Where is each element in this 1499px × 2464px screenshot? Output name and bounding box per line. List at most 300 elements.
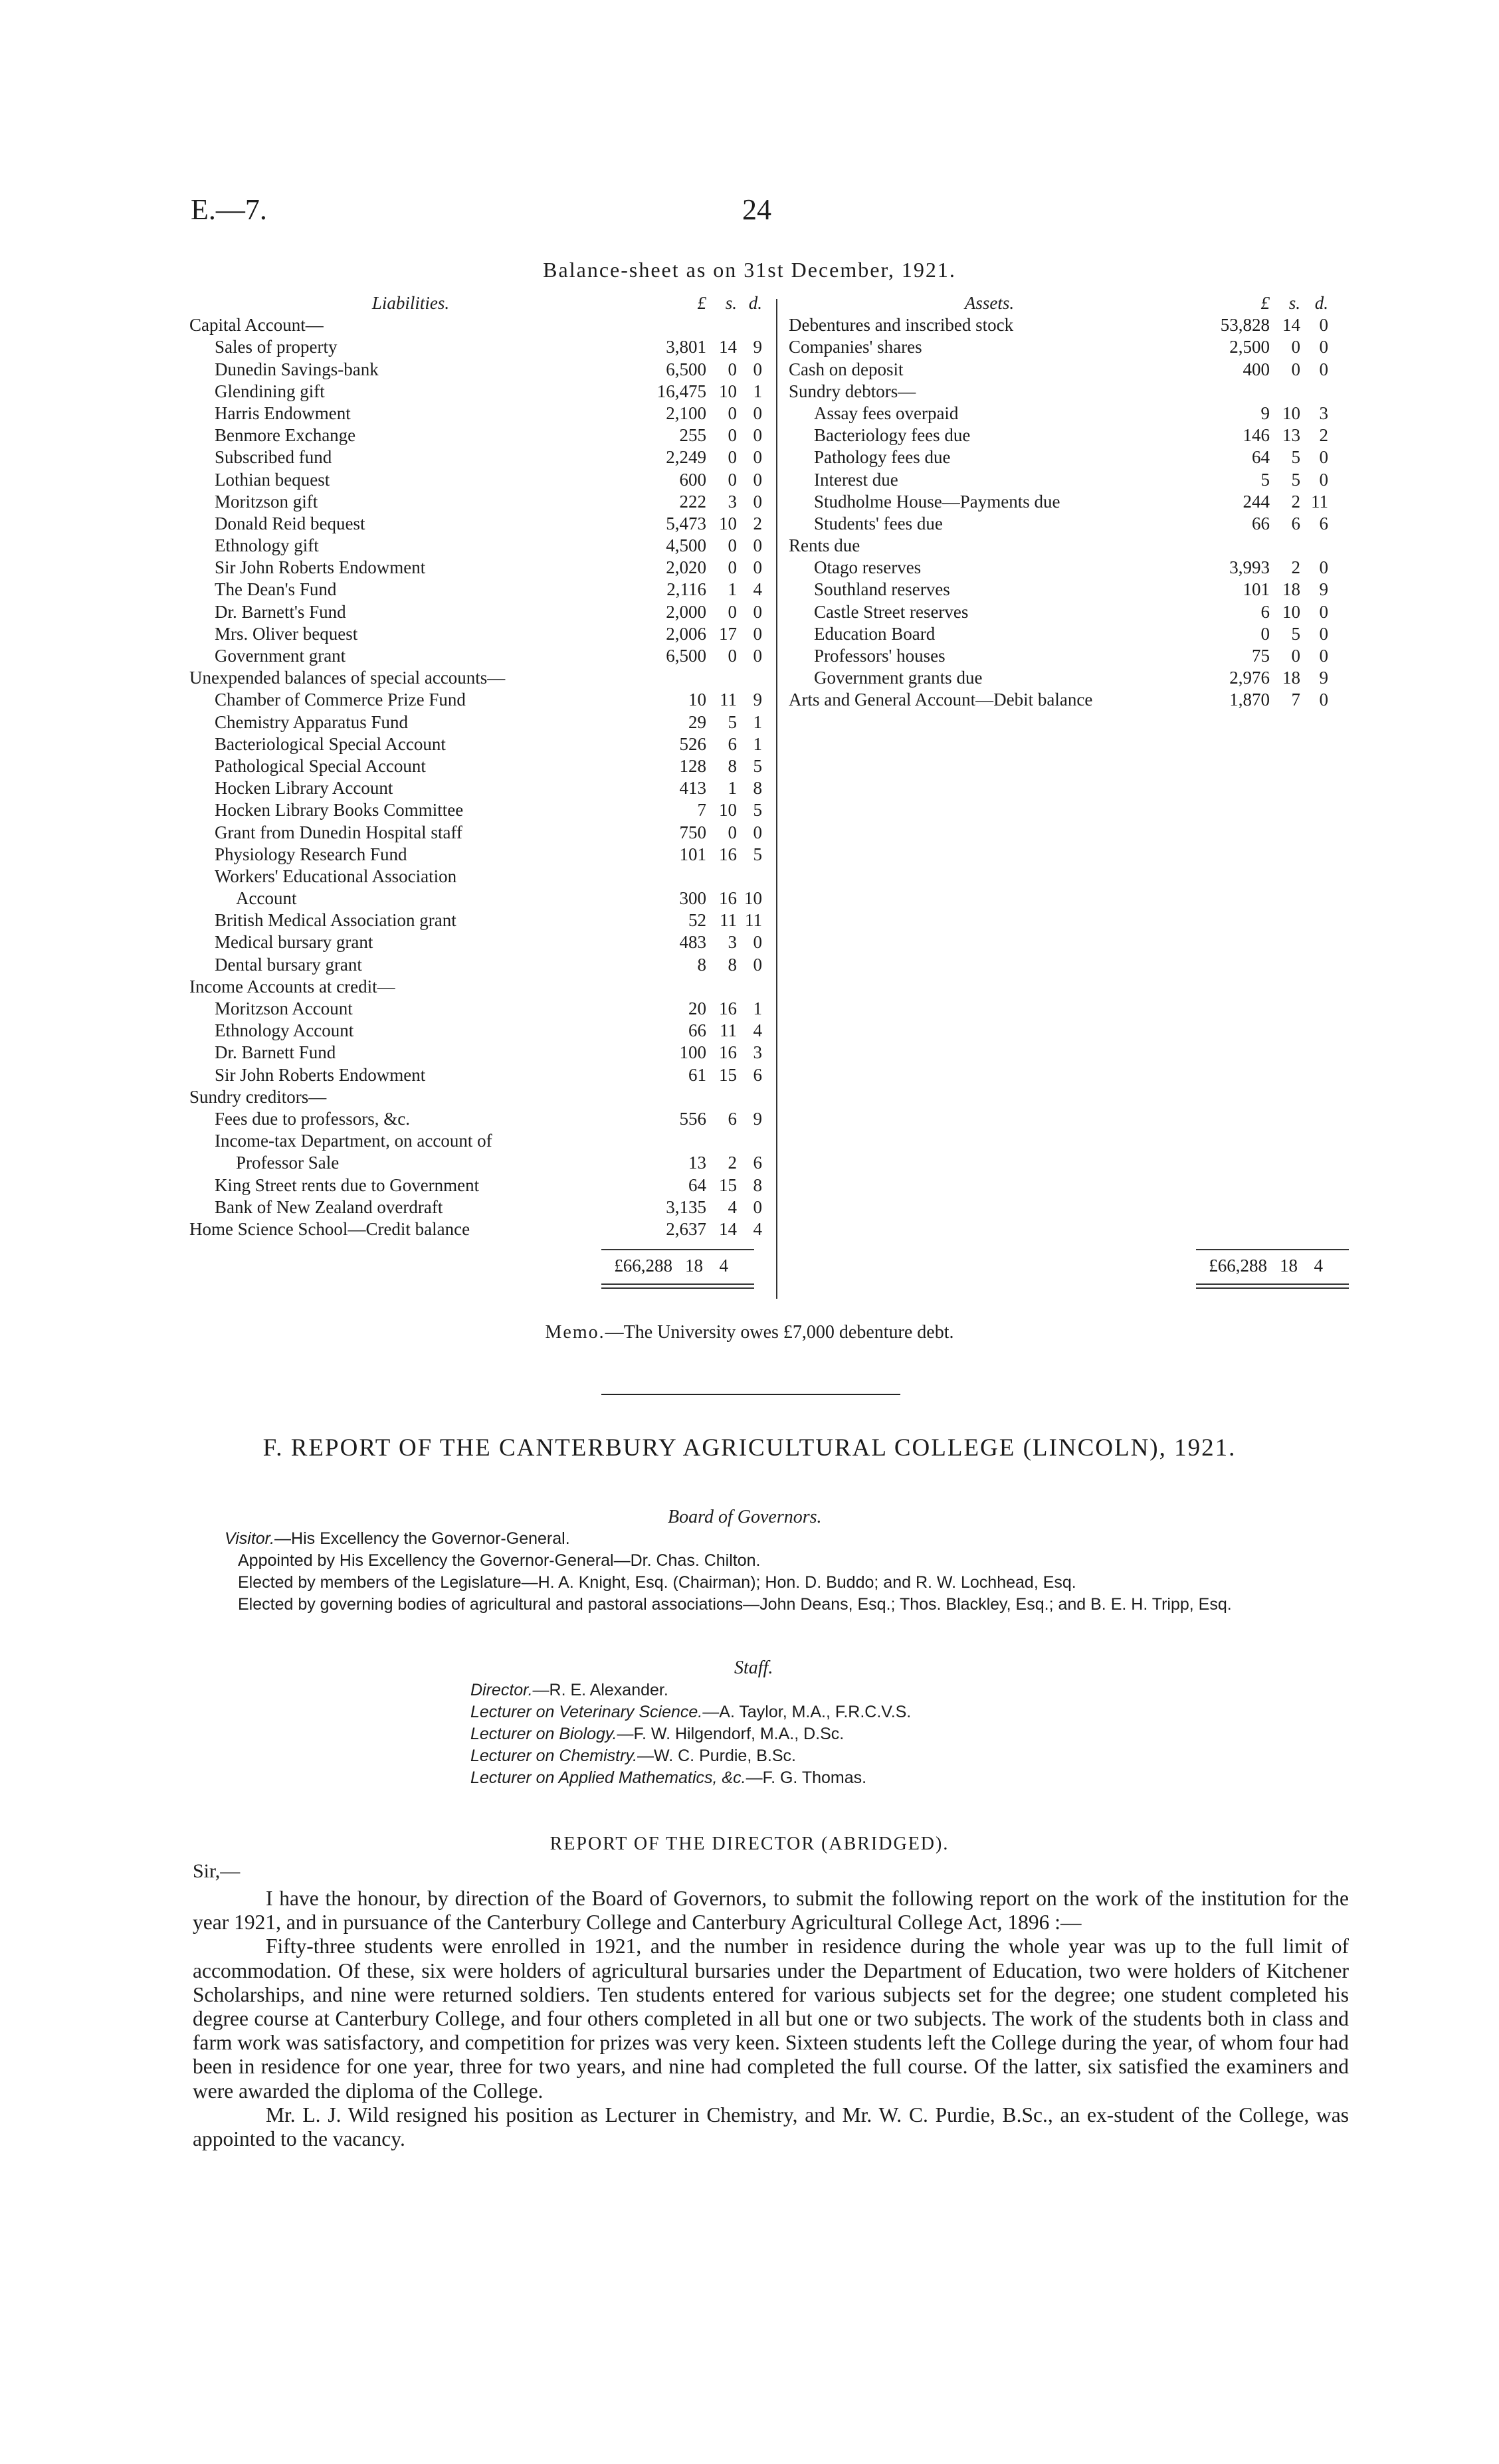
balance-row [189,777,762,799]
row-pence: 8 [753,778,762,799]
pounds-heading: £ [1260,293,1270,313]
row-pounds: 2,000 [666,601,706,622]
balance-row [189,733,762,755]
row-pence [1300,381,1328,403]
row-label: Bacteriological Special Account [215,733,446,754]
balance-row [189,1108,762,1130]
balance-row [189,755,762,777]
row-pounds [1190,381,1270,403]
total-pence: 4 [719,1256,728,1276]
row-pounds: 2,020 [666,557,706,578]
row-label: Dunedin Savings-bank [215,359,379,379]
row-pence: 0 [1319,646,1328,666]
row-shillings: 14 [719,337,737,357]
liabilities-header-row [189,292,762,314]
row-pounds [632,314,706,336]
row-pence: 4 [753,1020,762,1041]
row-pounds: 413 [679,778,706,799]
row-shillings: 0 [728,403,737,423]
report-paragraph: I have the honour, by direction of the Board of Governors, to submit the following report on the work of the institution for the year 1921, and in pursuance of the Canterbury College and Canterbury Agricultural College Act, 1896 :— [193,1887,1349,1935]
row-pounds: 10 [688,690,706,710]
row-shillings: 0 [728,557,737,578]
row-pounds: 2,006 [666,623,706,644]
row-shillings [706,1130,737,1152]
balance-row [189,689,762,711]
row-shillings: 1 [728,778,737,799]
row-pence: 11 [745,910,762,931]
row-pounds: 5 [1260,469,1270,490]
balance-row [189,799,762,821]
row-label: Sir John Roberts Endowment [215,557,426,578]
balance-row [189,1218,762,1240]
total-rule-right-top [1196,1249,1349,1250]
row-pounds: 75 [1252,646,1270,666]
row-pence [737,976,762,998]
row-pence: 5 [753,755,762,776]
balance-row [189,579,762,601]
row-pounds: 66 [688,1020,706,1041]
row-pounds: 255 [679,425,706,446]
row-label: Bank of New Zealand overdraft [215,1196,443,1217]
appointed-line: Appointed by His Excellency the Governor-General—Dr. Chas. Chilton. [238,1551,761,1570]
balance-row [789,336,1328,358]
row-label: Moritzson Account [215,998,353,1018]
row-pence: 1 [753,711,762,732]
row-pence [737,1130,762,1152]
balance-row [189,446,762,468]
balance-row [789,491,1328,513]
row-label: Home Science School—Credit balance [189,1218,470,1239]
row-pence: 0 [1319,359,1328,379]
row-shillings: 8 [728,755,737,776]
balance-row [189,491,762,513]
governors-block [193,1528,1349,1616]
row-label: Income Accounts at credit— [189,976,395,996]
row-label: Rents due [789,535,860,556]
row-pounds: 526 [679,733,706,754]
row-pence: 1 [753,998,762,1018]
section-title: F. REPORT OF THE CANTERBURY AGRICULTURAL COLLEGE (LINCOLN), 1921. [262,1434,1237,1462]
row-shillings: 3 [728,491,737,512]
balance-row [189,909,762,931]
row-pence: 0 [753,535,762,556]
row-pence [737,314,762,336]
balance-row [189,623,762,645]
row-pounds: 2,976 [1229,668,1270,688]
row-pence: 0 [753,557,762,578]
row-shillings: 10 [1282,601,1300,622]
memo-text: —The University owes £7,000 debenture debt. [605,1322,954,1343]
row-pence: 11 [1311,491,1328,512]
balance-row [189,535,762,557]
report-paragraph: Mr. L. J. Wild resigned his position as Lecturer in Chemistry, and Mr. W. C. Purdie, B.Sc., an ex-student of the College, was appointed to the vacancy. [193,2103,1349,2151]
row-pence: 9 [753,337,762,357]
row-label: Studholme House—Payments due [814,491,1060,512]
row-shillings: 16 [719,1042,737,1063]
row-shillings: 7 [1291,690,1300,710]
row-label: Assay fees overpaid [814,403,959,423]
row-label: Capital Account— [189,315,324,335]
staff-heading: Staff. [734,1658,773,1678]
staff-name: —W. C. Purdie, B.Sc. [637,1747,796,1765]
row-pence: 3 [753,1042,762,1063]
row-shillings [706,667,737,689]
row-pounds: 13 [688,1153,706,1173]
section-divider [601,1394,900,1395]
row-pounds [1190,535,1270,557]
row-pounds: 29 [688,711,706,732]
row-pence: 0 [753,403,762,423]
balance-row [789,381,1328,403]
row-pounds: 483 [679,932,706,953]
total-rule-left-bottom2 [601,1287,754,1289]
row-pounds: 6 [1260,601,1270,622]
total-rule-right-bottom [1196,1283,1349,1285]
row-pounds: 6,500 [666,646,706,666]
balance-row [189,1152,762,1174]
row-shillings: 15 [719,1175,737,1195]
balance-row [189,1175,762,1196]
row-pounds [632,1086,706,1108]
row-pounds: 300 [679,888,706,909]
row-pounds [632,667,706,689]
balance-row [189,336,762,358]
row-pence: 4 [753,579,762,600]
report-paragraph: Fifty-three students were enrolled in 1921, and the number in residence during the whole year was up to the full limit of accommodation. Of these, six were holders of agricultural bursaries under the Department of Education, two were holders of Kitchener Scholarships, and nine were returned soldiers. Ten students entered for various subjects set for the degree; one student completed his degree course at Canterbury College, and four others completed in all but one or two subjects. The work of the students both in class and farm work was satisfactory, and competition for prizes was very keen. Sixteen students left the College during the year, of whom four had been in residence for one year, three for two years, and nine had completed the full course. Of the latter, six satisfied the examiners and were awarded the diploma of the College. [193,1935,1349,2103]
row-pounds: 2,500 [1229,337,1270,357]
balance-row [189,513,762,535]
row-pence [737,667,762,689]
row-shillings [1270,381,1300,403]
shillings-heading: s. [1288,293,1300,313]
balance-row [189,844,762,866]
row-shillings: 15 [719,1064,737,1085]
balance-row [789,645,1328,667]
row-pence: 0 [753,359,762,379]
row-pence: 0 [753,623,762,644]
row-pounds: 2,249 [666,447,706,468]
balance-row [189,822,762,844]
row-pence: 1 [753,733,762,754]
row-label: King Street rents due to Government [215,1175,480,1195]
row-pence: 8 [753,1175,762,1195]
balance-row [189,1042,762,1064]
row-pence: 0 [1319,601,1328,622]
row-pounds: 556 [679,1108,706,1129]
balance-sheet-title: Balance-sheet as on 31st December, 1921. [543,258,956,282]
balance-row [189,645,762,667]
row-pounds: 0 [1260,623,1270,644]
row-pounds: 400 [1243,359,1270,379]
row-pounds: 6,500 [666,359,706,379]
row-label: Interest due [814,469,898,490]
row-shillings: 0 [728,822,737,842]
row-label: Castle Street reserves [814,601,969,622]
row-pounds: 4,500 [666,535,706,556]
row-pounds [632,866,706,888]
row-label: Otago reserves [814,557,922,578]
row-shillings: 4 [728,1196,737,1217]
balance-row [189,1020,762,1042]
row-shillings: 0 [728,535,737,556]
row-shillings: 0 [728,601,737,622]
row-label: Pathological Special Account [215,755,426,776]
staff-item [470,1679,911,1701]
row-pounds: 222 [679,491,706,512]
report-title: REPORT OF THE DIRECTOR (ABRIDGED). [550,1834,949,1854]
visitor-label: Visitor. [225,1529,275,1548]
row-pounds: 61 [688,1064,706,1085]
balance-row [189,1086,762,1108]
balance-row [189,557,762,579]
row-pounds: 100 [679,1042,706,1063]
row-pence: 6 [1319,513,1328,533]
balance-row [189,976,762,998]
balance-row [789,314,1328,336]
row-shillings: 5 [1291,447,1300,468]
row-pence: 0 [753,601,762,622]
row-pounds: 16,475 [656,381,706,401]
row-pounds: 3,801 [666,337,706,357]
row-label: Ethnology Account [215,1020,354,1041]
balance-row [189,954,762,976]
row-pence: 0 [753,646,762,666]
row-shillings [706,314,737,336]
row-shillings: 3 [728,932,737,953]
row-label: Sundry creditors— [189,1086,327,1107]
row-shillings [706,866,737,888]
row-label: Hocken Library Books Committee [215,800,464,820]
row-shillings: 16 [719,998,737,1018]
row-pounds: 2,637 [666,1218,706,1239]
row-pounds: 600 [679,469,706,490]
row-shillings: 0 [728,359,737,379]
row-pence: 2 [753,513,762,533]
row-pence: 0 [753,1196,762,1217]
balance-row [189,998,762,1020]
row-label: Glendining gift [215,381,325,401]
row-pounds [632,976,706,998]
staff-item [470,1701,911,1723]
row-shillings: 10 [719,513,737,533]
row-pence: 0 [1319,469,1328,490]
row-label: Professor Sale [236,1153,340,1173]
row-label: Fees due to professors, &c. [215,1108,410,1129]
balance-row [189,888,762,909]
row-pounds: 66 [1252,513,1270,533]
row-shillings: 18 [1282,579,1300,600]
balance-row [189,1064,762,1086]
row-pounds: 101 [1243,579,1270,600]
total-shillings: 18 [1280,1256,1298,1276]
assets-column [789,292,1328,711]
row-pence: 6 [753,1153,762,1173]
balance-row [189,1130,762,1152]
memo-line [0,1322,1499,1343]
row-pence: 0 [1319,557,1328,578]
row-pounds: 52 [688,910,706,931]
row-label: Grant from Dunedin Hospital staff [215,822,462,842]
row-shillings [706,1086,737,1108]
balance-row [189,469,762,491]
row-label: Physiology Research Fund [215,844,407,864]
row-pounds: 64 [688,1175,706,1195]
row-shillings: 6 [728,1108,737,1129]
row-label: Companies' shares [789,337,922,357]
row-pence: 5 [753,844,762,864]
visitor-line [193,1528,1349,1550]
row-label: Benmore Exchange [215,425,356,446]
balance-row [789,513,1328,535]
balance-row [789,446,1328,468]
row-pence: 0 [753,822,762,842]
row-label: Government grants due [814,668,983,688]
board-heading: Board of Governors. [668,1507,822,1527]
row-pence: 9 [753,1108,762,1129]
assets-header-row [789,292,1328,314]
report-body [193,1887,1349,2151]
balance-row [189,601,762,623]
row-pence [737,1086,762,1108]
total-rule-left-top [601,1249,754,1250]
staff-name: —R. E. Alexander. [532,1681,668,1699]
row-label: Donald Reid bequest [215,513,365,533]
row-shillings: 16 [719,888,737,909]
row-pounds: 3,993 [1229,557,1270,578]
row-label: Debentures and inscribed stock [789,315,1014,335]
liabilities-total [598,1256,728,1276]
row-pounds: 1,870 [1229,690,1270,710]
pence-heading: d. [1314,293,1328,313]
row-shillings: 0 [1291,359,1300,379]
row-label: Chamber of Commerce Prize Fund [215,690,466,710]
row-label: Sundry debtors— [789,381,916,401]
staff-list [470,1679,911,1789]
row-shillings: 2 [1291,491,1300,512]
elected-bodies-line: Elected by governing bodies of agricultural and pastoral associations—John Deans, Esq.; Thos. Blackley, Esq.; and B. E. H. Tripp, Esq. [238,1595,1232,1614]
row-pence: 3 [1319,403,1328,423]
row-pounds: 5,473 [666,513,706,533]
assets-total [1193,1256,1323,1276]
row-shillings: 0 [728,646,737,666]
row-pounds: 20 [688,998,706,1018]
row-shillings: 11 [720,1020,737,1041]
liabilities-column [189,292,762,1240]
page-header-code: E.—7. [191,193,267,226]
staff-name: —F. G. Thomas. [746,1768,867,1787]
row-shillings: 10 [719,800,737,820]
row-shillings: 18 [1282,668,1300,688]
balance-row [789,425,1328,446]
row-pence: 5 [753,800,762,820]
staff-name: —A. Taylor, M.A., F.R.C.V.S. [702,1703,912,1721]
page-number: 24 [742,193,771,226]
row-label: Pathology fees due [814,447,951,468]
row-pounds: 128 [679,755,706,776]
staff-item [470,1767,911,1789]
balance-row [789,667,1328,689]
row-label: Chemistry Apparatus Fund [215,711,408,732]
column-divider [776,299,777,1299]
row-pounds: 101 [679,844,706,864]
balance-row [189,667,762,689]
row-label: Mrs. Oliver bequest [215,623,358,644]
row-pence: 0 [1319,315,1328,335]
row-pounds: 3,135 [666,1196,706,1217]
row-pence: 1 [753,381,762,401]
row-label: Bacteriology fees due [814,425,971,446]
row-pence [737,866,762,888]
row-shillings: 14 [1282,315,1300,335]
row-label: Harris Endowment [215,403,351,423]
balance-row [789,557,1328,579]
row-pounds: 8 [697,954,706,975]
pence-heading: d. [748,293,762,313]
row-pounds: 146 [1243,425,1270,446]
row-pounds: 64 [1252,447,1270,468]
balance-row [189,866,762,888]
row-shillings: 6 [1291,513,1300,533]
row-label: Unexpended balances of special accounts— [189,668,506,688]
row-label: The Dean's Fund [215,579,337,600]
row-label: Moritzson gift [215,491,318,512]
row-label: Cash on deposit [789,359,904,379]
row-label: Lothian bequest [215,469,330,490]
row-pence: 4 [753,1218,762,1239]
balance-row [789,469,1328,491]
row-label: Dental bursary grant [215,954,362,975]
pounds-heading: £ [697,293,706,313]
row-pence: 2 [1319,425,1328,446]
row-pounds: 2,100 [666,403,706,423]
row-shillings: 10 [719,381,737,401]
row-label: Ethnology gift [215,535,319,556]
row-pence: 0 [1319,690,1328,710]
staff-role: Lecturer on Applied Mathematics, &c. [470,1768,746,1787]
balance-row [189,425,762,446]
row-shillings: 0 [728,469,737,490]
row-shillings: 6 [728,733,737,754]
row-label: Students' fees due [814,513,943,533]
row-pence: 0 [753,469,762,490]
row-shillings: 13 [1282,425,1300,446]
row-label: Workers' Educational Association [215,866,457,886]
row-pence: 0 [1319,447,1328,468]
total-pounds: £66,288 [1209,1256,1267,1276]
row-label: Education Board [814,623,936,644]
staff-role: Lecturer on Chemistry. [470,1747,638,1765]
row-shillings: 0 [728,425,737,446]
balance-row [189,711,762,733]
row-label: Government grant [215,646,346,666]
row-label: Dr. Barnett Fund [215,1042,336,1063]
row-shillings: 0 [1291,337,1300,357]
row-shillings: 14 [719,1218,737,1239]
row-shillings: 5 [1291,623,1300,644]
salutation: Sir,— [193,1860,241,1882]
row-shillings: 8 [728,954,737,975]
row-label: Arts and General Account—Debit balance [789,690,1093,710]
staff-item [470,1745,911,1767]
row-label: British Medical Association grant [215,910,456,931]
row-pence: 9 [753,690,762,710]
row-pence: 0 [753,447,762,468]
total-shillings: 18 [685,1256,703,1276]
row-shillings: 11 [720,690,737,710]
staff-item [470,1723,911,1745]
row-shillings: 5 [728,711,737,732]
staff-name: —F. W. Hilgendorf, M.A., D.Sc. [617,1725,845,1743]
